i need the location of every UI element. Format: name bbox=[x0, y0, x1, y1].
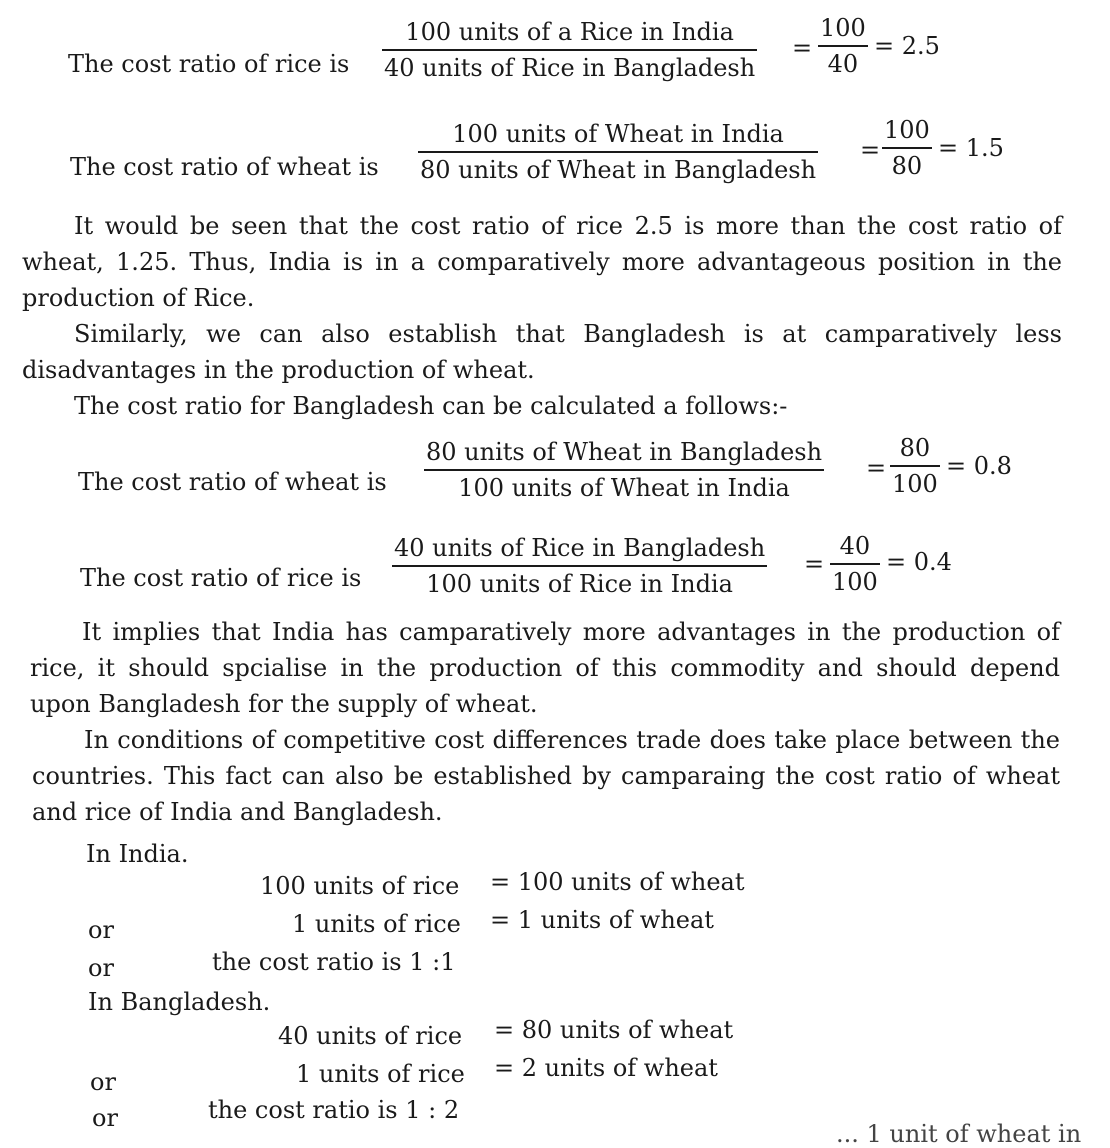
bd-rice-ratio-label: The cost ratio of rice is bbox=[80, 564, 362, 592]
india-cost-ratio: the cost ratio is 1 :1 bbox=[212, 948, 456, 976]
fraction-denominator: 100 units of Rice in India bbox=[426, 569, 733, 598]
bangladesh-line2-left: 1 units of rice bbox=[296, 1060, 465, 1088]
fraction-denominator: 40 units of Rice in Bangladesh bbox=[384, 53, 756, 82]
bd-wheat-ratio-label: The cost ratio of wheat is bbox=[78, 468, 387, 496]
paragraph-text: In conditions of competitive cost differences trade does take place between the countries. This fact can also be established by camparaing the cost ratio of wheat and rice of India and Bangladesh. bbox=[32, 726, 1060, 826]
paragraph-text: It implies that India has camparatively more advantages in the production of rice, it should spcialise in the production of this commodity and should depend upon Bangladesh for the supply of wheat. bbox=[30, 618, 1060, 718]
bd-wheat-ratio-numeric-fraction bbox=[890, 434, 940, 498]
bangladesh-line1-left: 40 units of rice bbox=[278, 1022, 463, 1050]
fraction-numerator: 100 bbox=[884, 116, 930, 144]
cutoff-text-line: ... 1 unit of wheat in bbox=[836, 1120, 1082, 1148]
wheat-ratio-numeric-fraction bbox=[882, 116, 932, 180]
bd-rice-ratio-numeric-fraction bbox=[830, 532, 880, 596]
paragraph-text: The cost ratio for Bangladesh can be calculated a follows:- bbox=[74, 392, 788, 420]
or-label: or bbox=[90, 1068, 116, 1096]
bd-rice-ratio-fraction bbox=[392, 534, 767, 598]
or-label: or bbox=[88, 916, 114, 944]
bangladesh-line2-right: = 2 units of wheat bbox=[494, 1054, 718, 1082]
paragraph-specialisation bbox=[30, 614, 1060, 722]
fraction-denominator: 100 bbox=[892, 469, 938, 498]
fraction-numerator: 40 bbox=[839, 532, 871, 560]
rice-ratio-fraction bbox=[382, 18, 757, 82]
fraction-denominator: 80 bbox=[891, 151, 923, 180]
wheat-ratio-result: = 1.5 bbox=[938, 134, 1004, 162]
india-line1-left: 100 units of rice bbox=[260, 872, 460, 900]
fraction-denominator: 100 units of Wheat in India bbox=[458, 473, 790, 502]
rice-ratio-label: The cost ratio of rice is bbox=[68, 50, 350, 78]
wheat-ratio-label: The cost ratio of wheat is bbox=[70, 153, 379, 181]
fraction-denominator: 100 bbox=[832, 567, 878, 596]
india-line1-right: = 100 units of wheat bbox=[490, 868, 745, 896]
paragraph-comparative-advantage bbox=[22, 208, 1062, 316]
paragraph-text: Similarly, we can also establish that Bangladesh is at camparatively less disadvantages in the production of wheat. bbox=[22, 320, 1062, 384]
or-label: or bbox=[92, 1104, 118, 1132]
fraction-numerator: 80 units of Wheat in Bangladesh bbox=[426, 438, 823, 466]
fraction-numerator: 100 units of a Rice in India bbox=[405, 18, 734, 46]
wheat-ratio-fraction bbox=[418, 120, 818, 184]
equals-sign: = bbox=[860, 136, 881, 164]
fraction-numerator: 80 bbox=[899, 434, 931, 462]
paragraph-text: It would be seen that the cost ratio of rice 2.5 is more than the cost ratio of wheat, 1.25. Thus, India is in a comparatively more advantageous position in the production of Rice. bbox=[22, 212, 1062, 312]
paragraph-bangladesh-wheat bbox=[22, 316, 1062, 388]
rice-ratio-numeric-fraction bbox=[818, 14, 868, 78]
rice-ratio-result: = 2.5 bbox=[874, 32, 940, 60]
equals-sign: = bbox=[792, 34, 813, 62]
india-line2-left: 1 units of rice bbox=[292, 910, 461, 938]
bangladesh-line1-right: = 80 units of wheat bbox=[494, 1016, 734, 1044]
fraction-denominator: 40 bbox=[827, 49, 859, 78]
fraction-numerator: 100 units of Wheat in India bbox=[452, 120, 784, 148]
paragraph-competitive-cost bbox=[32, 722, 1060, 830]
or-label: or bbox=[88, 954, 114, 982]
bd-wheat-ratio-fraction bbox=[424, 438, 824, 502]
india-heading: In India. bbox=[86, 840, 189, 868]
bangladesh-heading: In Bangladesh. bbox=[88, 988, 271, 1016]
india-line2-right: = 1 units of wheat bbox=[490, 906, 714, 934]
bd-wheat-ratio-result: = 0.8 bbox=[946, 452, 1012, 480]
fraction-denominator: 80 units of Wheat in Bangladesh bbox=[420, 155, 817, 184]
paragraph-bangladesh-intro bbox=[22, 388, 1062, 424]
fraction-numerator: 40 units of Rice in Bangladesh bbox=[394, 534, 766, 562]
equals-sign: = bbox=[804, 550, 825, 578]
fraction-numerator: 100 bbox=[820, 14, 866, 42]
bd-rice-ratio-result: = 0.4 bbox=[886, 548, 952, 576]
equals-sign: = bbox=[866, 454, 887, 482]
bangladesh-cost-ratio: the cost ratio is 1 : 2 bbox=[208, 1096, 460, 1124]
